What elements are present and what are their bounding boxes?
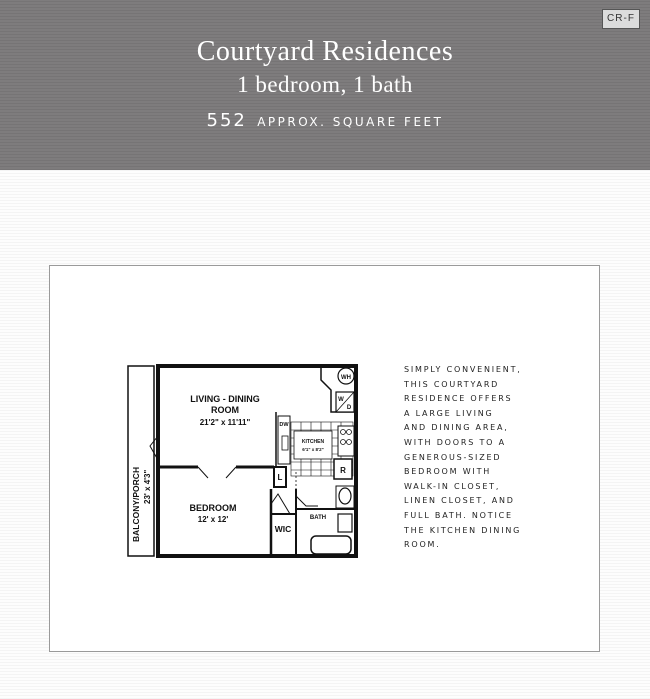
bath-label: BATH [309, 515, 327, 521]
description-line: FULL BATH. NOTICE [404, 510, 513, 520]
living-label-line2: ROOM [211, 405, 239, 415]
description-line: RESIDENCE OFFERS [404, 394, 513, 404]
water-heater-label: WH [341, 375, 351, 381]
description-line: WITH DOORS TO A [404, 437, 506, 447]
header-banner [0, 0, 650, 170]
description-line: LINEN CLOSET, AND [404, 496, 515, 506]
description-line: THIS COURTYARD [404, 379, 500, 389]
square-footage [0, 110, 650, 131]
bedroom-dims: 12' x 12' [197, 515, 229, 524]
balcony-dims: 23' x 4'3" [143, 469, 152, 504]
description-line: SIMPLY CONVENIENT, [404, 365, 522, 374]
bathtub [311, 536, 351, 554]
description-line: AND DINING AREA, [404, 423, 509, 433]
kitchen-label: KITCHEN [301, 439, 325, 445]
description-line: THE KITCHEN DINING [404, 525, 522, 535]
living-dims: 21'2" x 11'11" [199, 418, 251, 427]
sink [339, 488, 351, 504]
linen-closet-label: L [277, 473, 283, 482]
description-line: GENEROUS-SIZED [404, 452, 502, 462]
washer-label: W [338, 397, 344, 403]
square-footage-number: 552 [206, 110, 247, 131]
description-line: ROOM. [404, 540, 441, 550]
dryer-label: D [346, 405, 352, 411]
page-subtitle: 1 bedroom, 1 bath [237, 72, 413, 97]
description-line: BEDROOM WITH [404, 467, 492, 477]
unit-description [404, 363, 584, 553]
living-label-line1: LIVING - DINING [190, 394, 260, 404]
floor-plan-drawing [126, 364, 358, 560]
toilet [338, 514, 352, 532]
floor-plan-card [49, 265, 600, 652]
description-line: A LARGE LIVING [404, 408, 494, 418]
refrigerator-label: R [340, 466, 346, 475]
description-line: WALK-IN CLOSET, [404, 481, 501, 491]
wic-label: WIC [274, 524, 292, 534]
page-title: Courtyard Residences [196, 36, 454, 67]
bedroom-label: BEDROOM [189, 503, 237, 513]
kitchen-dims: 6'1" x 8'2" [302, 447, 324, 452]
square-footage-label: APPROX. SQUARE FEET [257, 115, 444, 129]
dishwasher-label: DW [279, 422, 289, 428]
unit-code-badge: CR-F [602, 9, 640, 29]
balcony-label: BALCONY/PORCH [131, 466, 141, 542]
